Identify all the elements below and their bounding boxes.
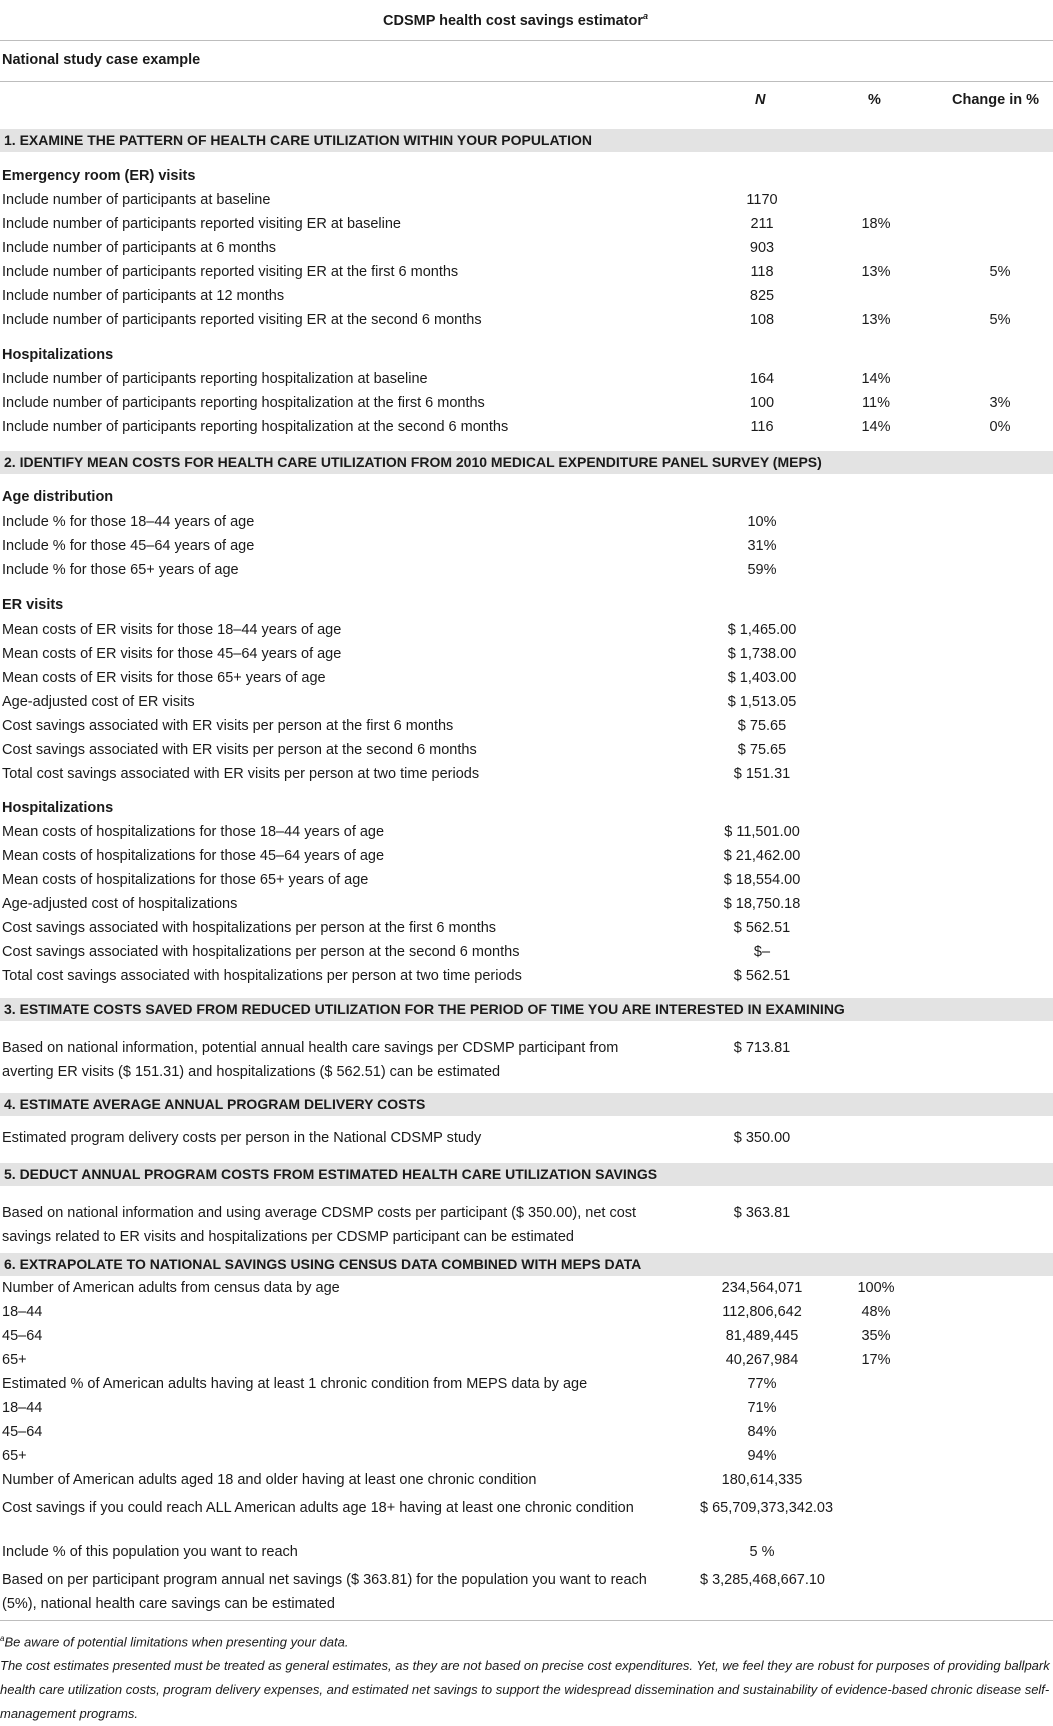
section-3-heading: 3. ESTIMATE COSTS SAVED FROM REDUCED UTILIZATION FOR THE PERIOD OF TIME YOU ARE INTERESTED IN EXAMINING [0,998,1053,1021]
table-row [0,739,1053,763]
row-label: 65+ [2,1352,27,1368]
row-label: Include number of participants at 6 months [2,240,277,256]
section-5-heading: 5. DEDUCT ANNUAL PROGRAM COSTS FROM ESTIMATED HEALTH CARE UTILIZATION SAVINGS [0,1163,1053,1186]
row-label: Number of American adults from census data by age [2,1280,340,1296]
title-row [0,0,1053,41]
row-label: Total cost savings associated with ER visits per person at two time periods [2,766,480,782]
table-row [0,559,1053,583]
row-value: $– [753,944,771,960]
row-percent: 11% [862,395,890,411]
row-percent: 100% [857,1280,895,1296]
row-n: 108 [749,312,775,328]
table-row [0,965,1053,989]
row-value: $ 11,501.00 [724,824,800,840]
table-row [0,416,1053,440]
row-label: Include number of participants at 12 months [2,288,285,304]
table-row [0,917,1053,941]
row-value: $ 363.81 [733,1205,791,1221]
table-row [0,1397,1053,1421]
table-row [0,213,1053,237]
er-visits-subheading: Emergency room (ER) visits [2,168,196,184]
row-label: Include % for those 45–64 years of age [2,538,255,554]
row-value: 31% [747,538,777,554]
row-percent: 13% [861,264,891,280]
table-row [0,368,1053,392]
row-n: 94% [747,1448,777,1464]
table-row [0,535,1053,559]
row-label: Estimated % of American adults having at least 1 chronic condition from MEPS data by age [2,1376,588,1392]
row-label: Cost savings associated with ER visits per person at the second 6 months [2,742,477,758]
table-row [0,237,1053,261]
row-value: $ 18,554.00 [723,872,801,888]
row-percent: 48% [861,1304,891,1320]
row-value: $ 65,709,373,342.03 [700,1500,834,1516]
row-n: 180,614,335 [721,1472,803,1488]
footnote-line-1 [0,1627,1053,1654]
er-visits-costs-subheading: ER visits [2,597,64,613]
row-label: Mean costs of ER visits for those 45–64 years of age [2,646,342,662]
row-n: 234,564,071 [721,1280,803,1296]
row-label: 18–44 [2,1304,43,1320]
row-label: Include number of participants reported visiting ER at the second 6 months [2,312,482,328]
row-change: 5% [989,312,1011,328]
row-label: Cost savings if you could reach ALL American adults age 18+ having at least one chronic condition [2,1500,634,1516]
table-row [0,941,1053,965]
row-label: Mean costs of ER visits for those 65+ years of age [2,670,326,686]
row-label: Include number of participants reporting hospitalization at the second 6 months [2,419,509,435]
row-label: Age-adjusted cost of ER visits [2,694,195,710]
row-label: Include number of participants at baseline [2,192,271,208]
row-percent: 35% [861,1328,891,1344]
row-n: 825 [749,288,775,304]
row-n: 71% [747,1400,777,1416]
table-row [0,392,1053,416]
row-value: $ 75.65 [737,742,787,758]
table-row [0,763,1053,787]
row-value: $ 3,285,468,667.10 [700,1572,825,1588]
row-label: Total cost savings associated with hospitalizations per person at two time periods [2,968,522,984]
row-n: 77% [747,1376,777,1392]
row-label: Include number of participants reporting hospitalization at baseline [2,371,428,387]
footnote-text-1: Be aware of potential limitations when presenting your data. [4,1634,349,1650]
row-change: 3% [989,395,1011,411]
table-row [0,1277,1053,1301]
table-row [0,1198,1053,1248]
row-label: Cost savings associated with ER visits per person at the first 6 months [2,718,454,734]
row-change: 5% [989,264,1011,280]
table-subtitle: National study case example [2,52,201,68]
title-text: CDSMP health cost savings estimator [383,12,644,29]
row-label: Number of American adults aged 18 and older having at least one chronic condition [2,1472,537,1488]
row-n: 164 [749,371,775,387]
table-row [0,511,1053,535]
table-row [0,869,1053,893]
row-percent: 13% [861,312,891,328]
row-percent: 17% [861,1352,891,1368]
row-label: Mean costs of ER visits for those 18–44 years of age [2,622,342,638]
row-value: 5 % [749,1544,775,1560]
table-row [0,1469,1053,1493]
table-row [0,1421,1053,1445]
column-header-change: Change in % [952,92,1040,108]
row-n: 84% [747,1424,777,1440]
row-label: Based on national information and using average CDSMP costs per participant ($ 350.00), net cost savings related to ER visits and hospitalizations per CDSMP participant can be estimated [2,1205,637,1245]
title-footnote-mark: a [643,11,649,21]
table-row [0,1127,1053,1151]
row-value: $ 562.51 [733,968,791,984]
row-label: Based on per participant program annual net savings ($ 363.81) for the population you want to reach (5%), national health care savings can be estimated [2,1572,647,1612]
row-percent: 14% [861,371,891,387]
column-header-row [0,82,1053,128]
hospitalization-costs-subheading: Hospitalizations [2,800,114,816]
row-percent: 14% [861,419,891,435]
table-row [0,1349,1053,1373]
row-value: $ 1,465.00 [727,622,797,638]
table-row [0,261,1053,285]
subtitle-row [0,40,1053,82]
row-label: Age-adjusted cost of hospitalizations [2,896,238,912]
column-header-n: N [755,92,766,108]
column-header-percent: % [868,92,881,108]
row-n: 118 [750,264,774,280]
table-row [0,309,1053,333]
row-label: Estimated program delivery costs per person in the National CDSMP study [2,1130,482,1146]
section-1-heading: 1. EXAMINE THE PATTERN OF HEALTH CARE UTILIZATION WITHIN YOUR POPULATION [0,129,1053,152]
row-label: Include number of participants reported visiting ER at the first 6 months [2,264,459,280]
row-label: Include number of participants reported visiting ER at baseline [2,216,401,232]
row-value: 10% [747,514,777,530]
row-label: 45–64 [2,1424,43,1440]
table-row [0,1541,1053,1565]
row-n: 116 [750,419,774,435]
table-row [0,1373,1053,1397]
row-label: Include % for those 65+ years of age [2,562,239,578]
row-label: Mean costs of hospitalizations for those 65+ years of age [2,872,369,888]
table-row [0,715,1053,739]
table-row [0,643,1053,667]
row-label: Based on national information, potential annual health care savings per CDSMP participant from averting ER visits ($ 151.31) and hospitalizations ($ 562.51) can be estimated [2,1040,619,1080]
row-value: $ 21,462.00 [723,848,801,864]
table-row [0,845,1053,869]
row-value: $ 1,513.05 [727,694,797,710]
footnote-line-2: The cost estimates presented must be treated as general estimates, as they are not based on precise cost expenditures. Yet, we feel they are robust for purposes of providing ballpark health care utilization costs, program delivery expenses, and estimated net savings to support the widespread dissemination and sustainability of evidence-based chronic disease self-management programs. [0,1658,1050,1722]
table-title [383,11,648,29]
table-row [0,667,1053,691]
row-value: $ 75.65 [737,718,787,734]
row-label: 45–64 [2,1328,43,1344]
row-change: 0% [989,419,1011,435]
row-label: 65+ [2,1448,27,1464]
row-value: $ 350.00 [733,1130,791,1146]
age-distribution-subheading: Age distribution [2,489,114,505]
row-n: 903 [749,240,775,256]
footnote [0,1627,1053,1726]
table-row [0,1033,1053,1083]
row-n: 112,806,642 [722,1304,802,1320]
row-value: $ 151.31 [733,766,791,782]
table-row [0,1325,1053,1349]
table-row [0,691,1053,715]
row-label: Mean costs of hospitalizations for those 18–44 years of age [2,824,385,840]
table-row [0,1445,1053,1469]
row-n: 1170 [746,192,778,208]
footnote-mark: a [0,1634,5,1643]
hospitalizations-subheading: Hospitalizations [2,347,114,363]
table-row [0,285,1053,309]
row-n: 40,267,984 [725,1352,799,1368]
row-n: 211 [750,216,774,232]
table-bottom-rule [0,1620,1053,1621]
row-n: 100 [749,395,775,411]
table-row [0,189,1053,213]
table-row [0,1565,1053,1613]
section-2-heading: 2. IDENTIFY MEAN COSTS FOR HEALTH CARE UTILIZATION FROM 2010 MEDICAL EXPENDITURE PANEL SURVEY (MEPS) [0,451,1053,474]
row-label: Include % of this population you want to reach [2,1544,298,1560]
row-value: 59% [747,562,777,578]
table-row [0,893,1053,917]
row-label: Include % for those 18–44 years of age [2,514,255,530]
row-value: $ 562.51 [733,920,791,936]
section-4-heading: 4. ESTIMATE AVERAGE ANNUAL PROGRAM DELIVERY COSTS [0,1093,1053,1116]
table-row [0,821,1053,845]
row-label: Mean costs of hospitalizations for those 45–64 years of age [2,848,385,864]
table-row [0,1493,1053,1541]
row-label: Cost savings associated with hospitalizations per person at the first 6 months [2,920,497,936]
row-label: Include number of participants reporting hospitalization at the first 6 months [2,395,485,411]
row-value: $ 1,738.00 [727,646,797,662]
table-row [0,1301,1053,1325]
section-6-heading: 6. EXTRAPOLATE TO NATIONAL SAVINGS USING CENSUS DATA COMBINED WITH MEPS DATA [0,1253,1053,1276]
table-row [0,619,1053,643]
row-value: $ 18,750.18 [723,896,801,912]
row-label: 18–44 [2,1400,43,1416]
row-value: $ 713.81 [733,1040,791,1056]
row-n: 81,489,445 [725,1328,799,1344]
row-percent: 18% [861,216,891,232]
row-label: Cost savings associated with hospitalizations per person at the second 6 months [2,944,520,960]
row-value: $ 1,403.00 [727,670,797,686]
